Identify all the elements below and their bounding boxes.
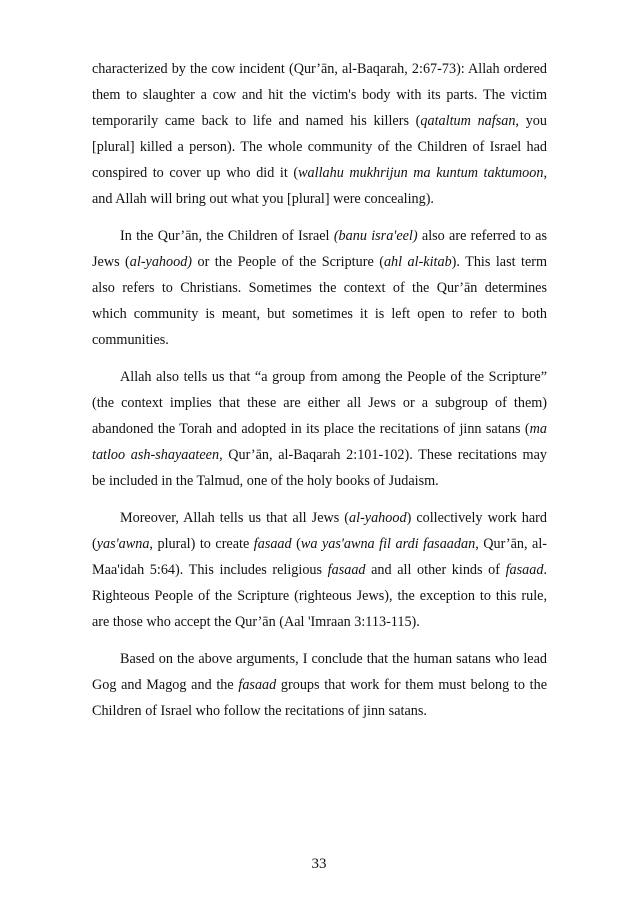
text-run: or the People of the Scripture ( bbox=[192, 254, 384, 270]
italic-term: wallahu mukhrijun ma kuntum taktumoon, bbox=[298, 165, 547, 181]
italic-term: fasaad bbox=[327, 562, 366, 578]
page-number: 33 bbox=[311, 856, 327, 872]
italic-term: al-yahood bbox=[349, 510, 407, 526]
page-body bbox=[92, 56, 547, 735]
italic-term: fasaad bbox=[238, 677, 277, 693]
italic-term: ma tatloo ash-shayaateen bbox=[92, 421, 547, 463]
text-run: characterized by the cow incident (Qur’ān, al-Baqarah, 2:67-73): Allah ordered them to slaughter a cow and hit the victim's body with its parts. The victim temporarily came back to life and named his killers ( bbox=[92, 61, 547, 129]
text-run: Moreover, Allah tells us that all Jews ( bbox=[120, 510, 350, 526]
text-run: also are referred to as Jews ( bbox=[92, 228, 547, 270]
text-run: you [plural] killed a person). The whole community of the Children of Israel had conspired to cover up who did it ( bbox=[92, 113, 547, 181]
text-run: , Qur’ān, al-Maa'idah 5:64). This includes religious bbox=[92, 536, 547, 578]
text-run: Allah also tells us that “a group from among the People of the Scripture” (the context implies that these are either all Jews or a subgroup of them) abandoned the Torah and adopted in its place the recitations of jinn satans ( bbox=[92, 369, 547, 437]
text-run: and Allah will bring out what you [plural] were concealing). bbox=[92, 191, 434, 207]
italic-term: wa yas'awna fil ardi fasaadan bbox=[300, 536, 476, 552]
text-run: ) collectively work hard ( bbox=[92, 510, 547, 552]
text-run: , Qur’ān, al-Baqarah 2:101-102). These recitations may be included in the Talmud, one of the holy books of Judaism. bbox=[92, 447, 547, 489]
italic-term: al-yahood) bbox=[129, 254, 193, 270]
italic-term: yas'awna, bbox=[96, 536, 153, 552]
italic-term: fasaad bbox=[253, 536, 292, 552]
text-run: plural) to create bbox=[152, 536, 254, 552]
text-run: groups that work for them must belong to the Children of Israel who follow the recitations of jinn satans. bbox=[92, 677, 547, 719]
italic-term: ahl al-kitab bbox=[383, 254, 452, 270]
paragraph-1 bbox=[92, 56, 547, 212]
text-run: and all other kinds of bbox=[365, 562, 506, 578]
italic-term: fasaad bbox=[505, 562, 544, 578]
paragraph-4 bbox=[92, 505, 547, 635]
italic-term: qataltum nafsan, bbox=[420, 113, 519, 129]
italic-term: (banu isra'eel) bbox=[333, 228, 418, 244]
text-run: In the Qur’ān, the Children of Israel bbox=[120, 228, 334, 244]
text-run: . Righteous People of the Scripture (righteous Jews), the exception to this rule, are those who accept the Qur’ān (Aal 'Imraan 3:113-115). bbox=[92, 562, 547, 630]
text-run: Based on the above arguments, I conclude that the human satans who lead Gog and Magog and the bbox=[92, 651, 547, 693]
paragraph-5 bbox=[92, 646, 547, 724]
text-run: ( bbox=[291, 536, 301, 552]
paragraph-2 bbox=[92, 223, 547, 353]
paragraph-3 bbox=[92, 364, 547, 494]
text-run: ). This last term also refers to Christians. Sometimes the context of the Qur’ān determines which community is meant, but sometimes it is left open to refer to both communities. bbox=[92, 254, 547, 348]
